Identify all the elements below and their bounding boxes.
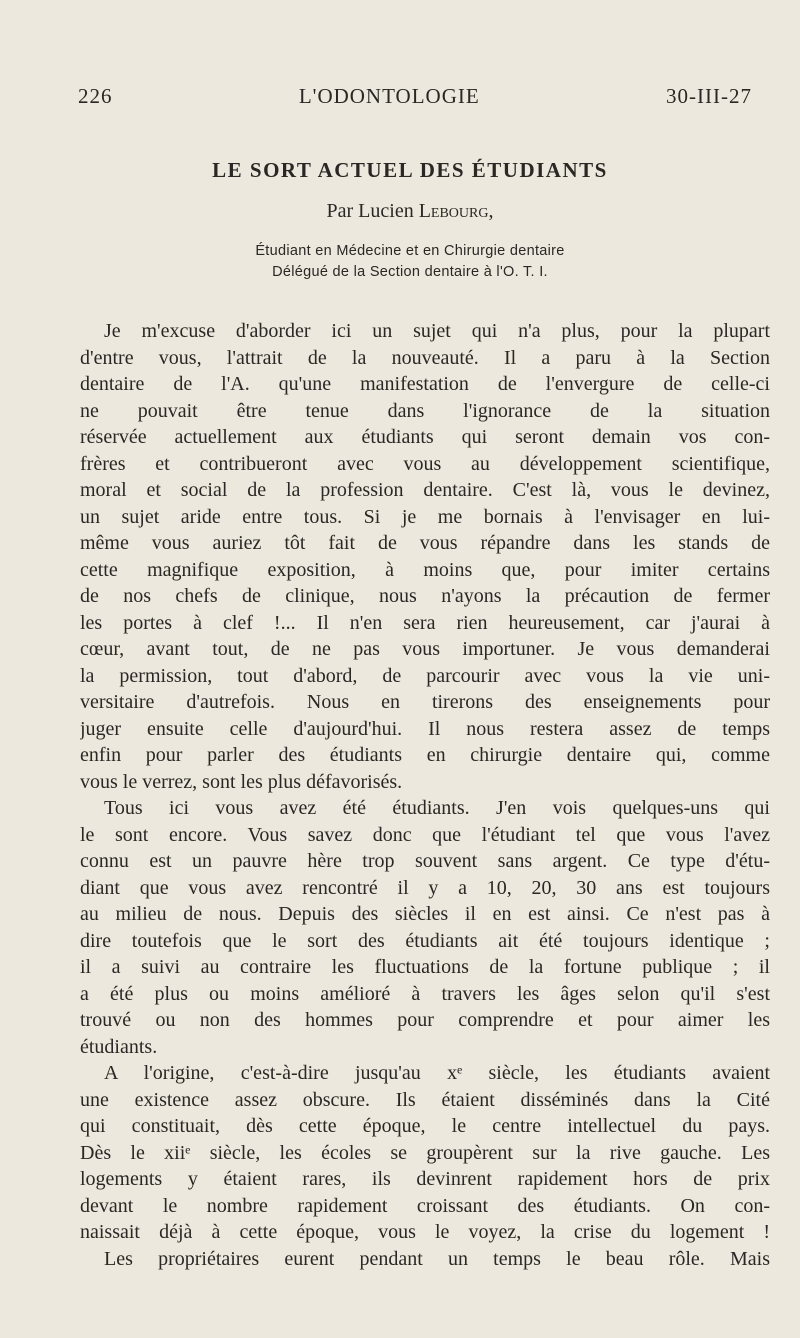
article-title: LE SORT ACTUEL DES ÉTUDIANTS [212, 158, 608, 182]
journal-title: L'ODONTOLOGIE [298, 84, 480, 108]
body-line: versitaire d'autrefois. Nous en tirerons des enseignements pour [80, 691, 770, 713]
body-line: qui constituait, dès cette époque, le centre intellectuel du pays. [80, 1115, 770, 1137]
body-line: enfin pour parler des étudiants en chirurgie dentaire qui, comme [80, 744, 770, 766]
byline-prefix: Par Lucien [326, 200, 414, 222]
body-line: la permission, tout d'abord, de parcourir avec vous la vie uni- [80, 664, 770, 687]
body-line: A l'origine, c'est-à-dire jusqu'au xᵉ siècle, les étudiants avaient [104, 1062, 770, 1084]
body-line: a été plus ou moins amélioré à travers les âges selon qu'il s'est [80, 982, 770, 1005]
body-line: cette magnifique exposition, à moins que, pour imiter certains [80, 558, 770, 581]
body-line: logements y étaient rares, ils devinrent rapidement hors de prix [80, 1168, 770, 1190]
author-surname: Lebourg, [418, 200, 494, 222]
issue-date: 30-III-27 [666, 84, 752, 108]
body-line: il a suivi au contraire les fluctuations de la fortune publique ; il [80, 956, 770, 978]
body-line: trouvé ou non des hommes pour comprendre et pour aimer les [80, 1009, 770, 1031]
body-line: Je m'excuse d'aborder ici un sujet qui n'a plus, pour la plupart [104, 320, 770, 342]
body-line: un sujet aride entre tous. Si je me bornais à l'envisager en lui- [80, 505, 770, 528]
body-line: dentaire de l'A. qu'une manifestation de l'envergure de celle-ci [80, 373, 770, 395]
body-line: au milieu de nous. Depuis des siècles il en est ainsi. Ce n'est pas à [80, 903, 770, 925]
body-line: d'entre vous, l'attrait de la nouveauté. Il a paru à la Section [80, 346, 770, 369]
body-line: étudiants. [80, 1035, 158, 1058]
body-line: juger ensuite celle d'aujourd'hui. Il nous restera assez de temps [80, 717, 770, 740]
body-line: moral et social de la profession dentaire. C'est là, vous le devinez, [80, 479, 770, 501]
page-number: 226 [78, 84, 113, 108]
body-line: naissait déjà à cette époque, vous le voyez, la crise du logement ! [80, 1221, 770, 1243]
body-line: dire toutefois que le sort des étudiants ait été toujours identique ; [80, 929, 770, 952]
author-delegation: Délégué de la Section dentaire à l'O. T. I. [272, 264, 548, 280]
body-line: le sont encore. Vous savez donc que l'étudiant tel que vous l'avez [80, 823, 770, 846]
body-line: Les propriétaires eurent pendant un temps le beau rôle. Mais [104, 1247, 770, 1270]
body-line: Tous ici vous avez été étudiants. J'en vois quelques-uns qui [104, 797, 770, 819]
body-line: même vous auriez tôt fait de vous répandre dans les stands de [80, 532, 770, 554]
byline [0, 200, 800, 223]
body-line: réservée actuellement aux étudiants qui seront demain vos con- [80, 426, 770, 448]
body-line: Dès le xiiᵉ siècle, les écoles se groupèrent sur la rive gauche. Les [80, 1141, 770, 1164]
body-line: devant le nombre rapidement croissant des étudiants. On con- [80, 1194, 770, 1217]
body-line: frères et contribueront avec vous au développement scientifique, [80, 452, 770, 475]
body-line: cœur, avant tout, de ne pas vous importuner. Je vous demanderai [80, 638, 770, 660]
body-line: diant que vous avez rencontré il y a 10, 20, 30 ans est toujours [80, 876, 770, 899]
body-line: ne pouvait être tenue dans l'ignorance de la situation [80, 399, 770, 422]
body-line: les portes à clef !... Il n'en sera rien heureusement, car j'aurai à [80, 611, 770, 634]
body-line: une existence assez obscure. Ils étaient disséminés dans la Cité [80, 1088, 770, 1111]
body-line: connu est un pauvre hère trop souvent sans argent. Ce type d'étu- [80, 850, 770, 872]
author-affiliation: Étudiant en Médecine et en Chirurgie dentaire [255, 243, 565, 259]
body-line: vous le verrez, sont les plus défavorisés. [80, 770, 403, 793]
running-head [78, 84, 752, 109]
body-line: de nos chefs de clinique, nous n'ayons la précaution de fermer [80, 585, 770, 607]
article-body [80, 318, 770, 1272]
